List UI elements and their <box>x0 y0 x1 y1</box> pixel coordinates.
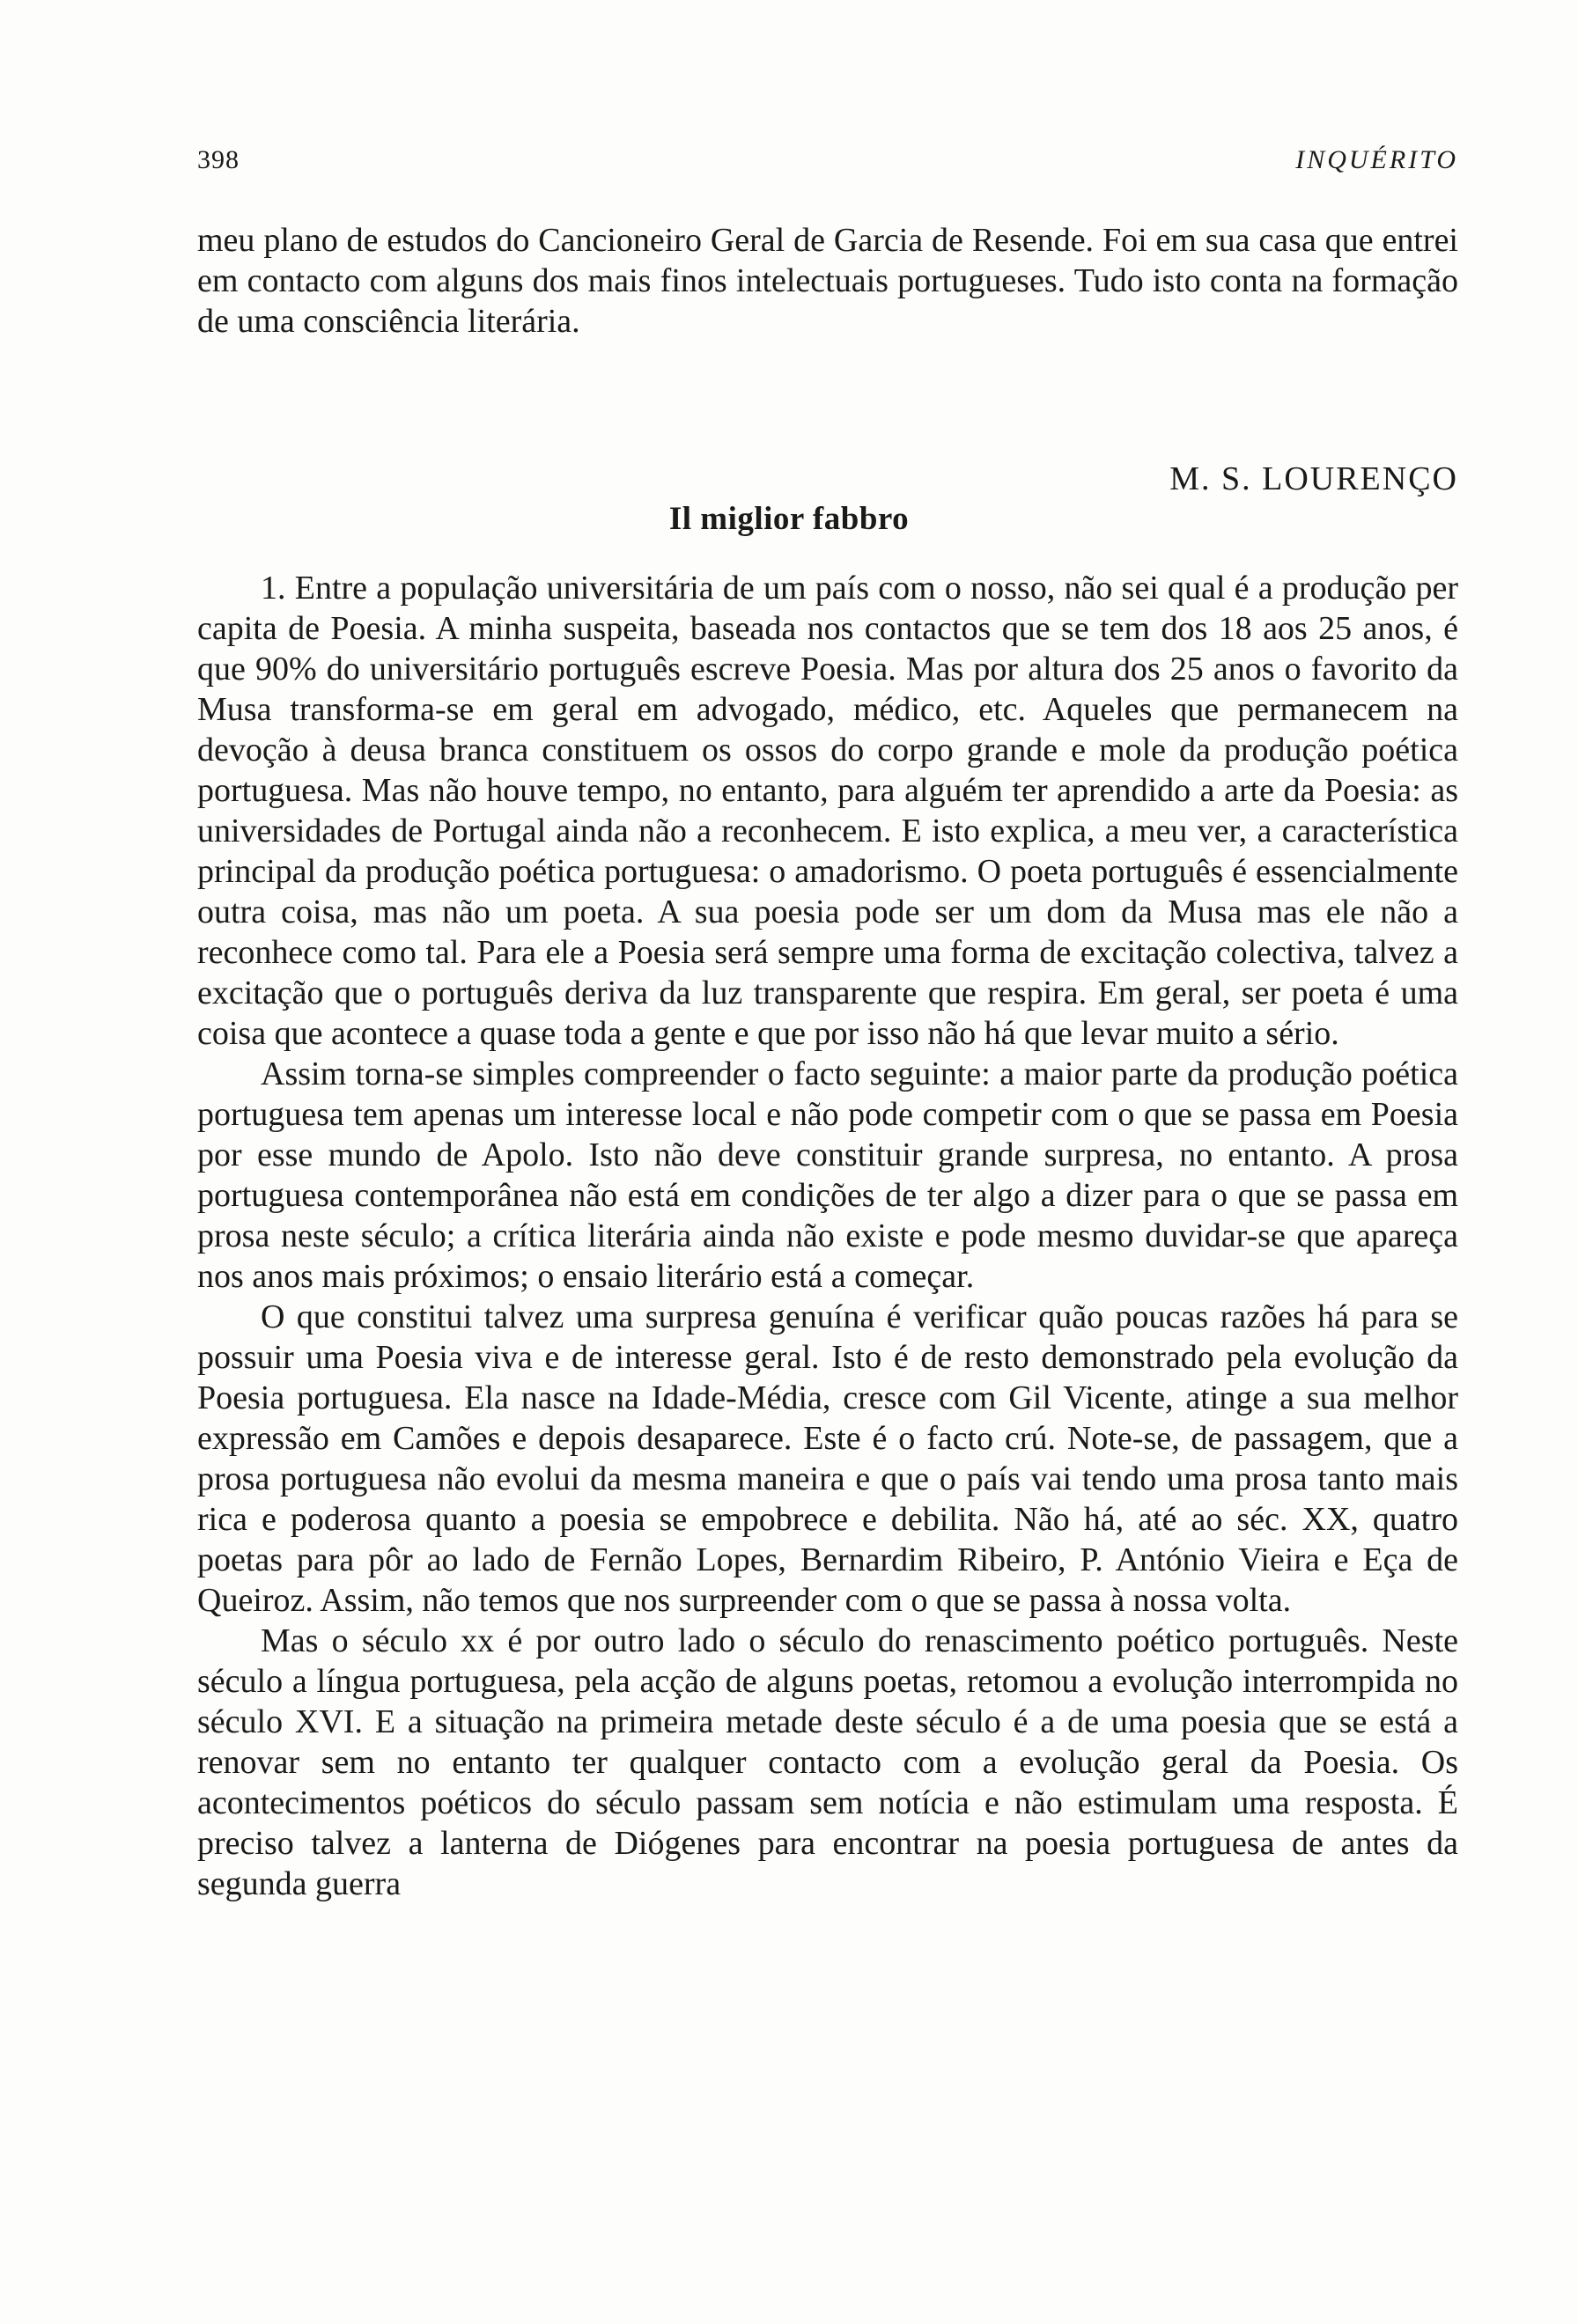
author-signature: M. S. LOURENÇO <box>1169 460 1458 497</box>
article-title: Il miglior fabbro <box>668 501 910 537</box>
body-paragraph-4: Mas o século xx é por outro lado o século do renascimento poético português. Neste século a língua portuguesa, pela acção de alguns poetas, retomou a evolução interrompida no século XVI. E a situação na primeira metade deste século é a de uma poesia que se está a renovar sem no entanto ter qualquer contacto com a evolução geral da Poesia. Os acontecimentos poéticos do século passam sem notícia e não estimulam uma resposta. É preciso talvez a lanterna de Diógenes para encontrar na poesia portuguesa de antes da segunda guerra <box>197 1622 1458 1902</box>
running-head <box>197 145 1458 189</box>
intro-paragraph: meu plano de estudos do Cancioneiro Geral de Garcia de Resende. Foi em sua casa que entrei em contacto com alguns dos mais finos intelectuais portugueses. Tudo isto conta na formação de uma consciência literária. <box>197 222 1458 340</box>
body-paragraph-3: O que constitui talvez uma surpresa genuína é verificar quão poucas razões há para se possuir uma Poesia viva e de interesse geral. Isto é de resto demonstrado pela evolução da Poesia portuguesa. Ela nasce na Idade-Média, cresce com Gil Vicente, atinge a sua melhor expressão em Camões e depois desaparece. Este é o facto crú. Note-se, de passagem, que a prosa portuguesa não evolui da mesma maneira e que o país vai tendo uma prosa tanto mais rica e poderosa quanto a poesia se empobrece e debilita. Não há, até ao séc. XX, quatro poetas para pôr ao lado de Fernão Lopes, Bernardim Ribeiro, P. António Vieira e Eça de Queiroz. Assim, não temos que nos surpreender com o que se passa à nossa volta. <box>197 1298 1458 1619</box>
body-paragraph-2: Assim torna-se simples compreender o facto seguinte: a maior parte da produção poética portuguesa tem apenas um interesse local e não pode competir com o que se passa em Poesia por esse mundo de Apolo. Isto não deve constituir grande surpresa, no entanto. A prosa portuguesa contemporânea não está em condições de ter algo a dizer para o que se passa em prosa neste século; a crítica literária ainda não existe e pode mesmo duvidar-se que apareça nos anos mais próximos; o ensaio literário está a começar. <box>197 1055 1458 1295</box>
page-number: 398 <box>197 145 240 174</box>
body-paragraph-1: 1. Entre a população universitária de um país com o nosso, não sei qual é a produção per capita de Poesia. A minha suspeita, baseada nos contactos que se tem dos 18 aos 25 anos, é que 90% do universitário português escreve Poesia. Mas por altura dos 25 anos o favorito da Musa transforma-se em geral em advogado, médico, etc. Aqueles que permanecem na devoção à deusa branca constituem os ossos do corpo grande e mole da produção poética portuguesa. Mas não houve tempo, no entanto, para alguém ter aprendido a arte da Poesia: as universidades de Portugal ainda não a reconhecem. E isto explica, a meu ver, a característica principal da produção poética portuguesa: o amadorismo. O poeta português é essencialmente outra coisa, mas não um poeta. A sua poesia pode ser um dom da Musa mas ele não a reconhece como tal. Para ele a Poesia será sempre uma forma de excitação colectiva, talvez a excitação que o português deriva da luz transparente que respira. Em geral, ser poeta é uma coisa que acontece a quase toda a gente e que por isso não há que levar muito a sério. <box>197 570 1458 1052</box>
running-title: INQUÉRITO <box>1295 145 1458 174</box>
article-body <box>197 568 1458 1904</box>
intro-text-block <box>197 220 1458 342</box>
